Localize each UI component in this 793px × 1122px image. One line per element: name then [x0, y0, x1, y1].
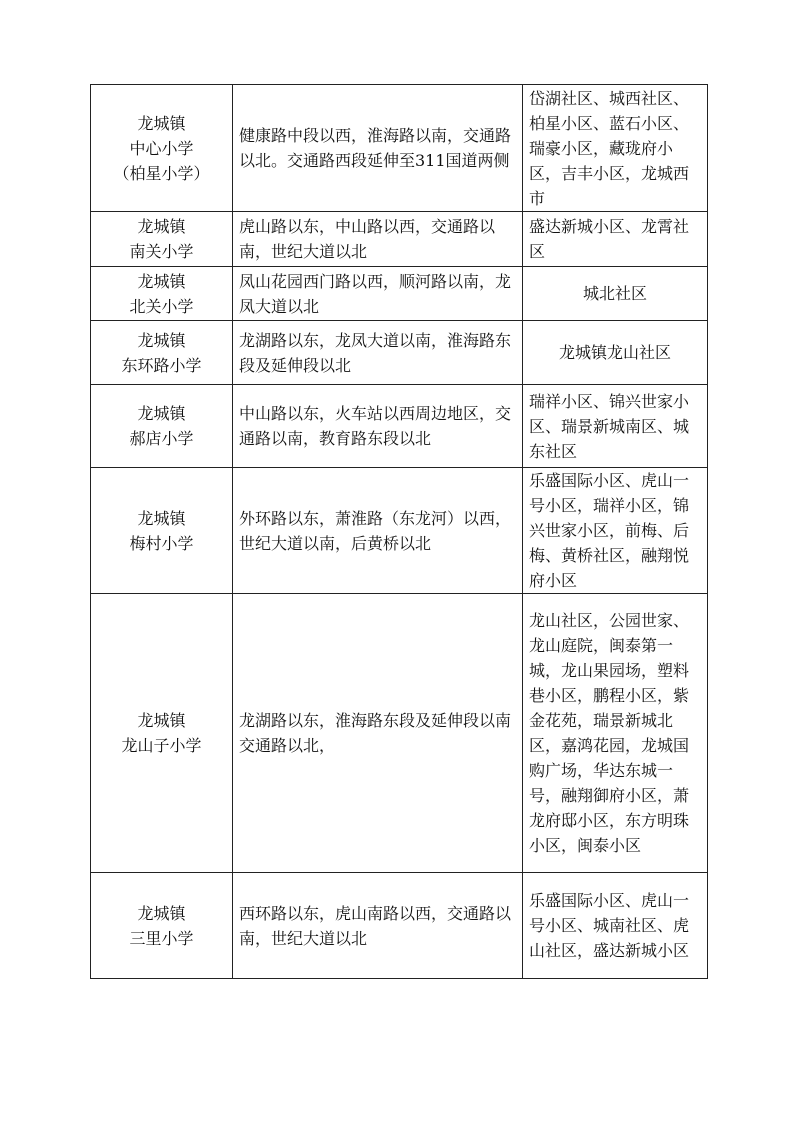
zone-area-cell: 中山路以东，火车站以西周边地区，交通路以南，教育路东段以北 — [233, 385, 523, 468]
school-name-cell — [91, 267, 233, 321]
table-row — [91, 85, 708, 212]
school-alias: （柏星小学） — [113, 163, 210, 183]
table-row — [91, 321, 708, 385]
school-town: 龙城镇 — [137, 271, 186, 291]
school-name-cell — [91, 468, 233, 594]
table-row — [91, 385, 708, 468]
table-row — [91, 873, 708, 979]
zone-area-cell: 凤山花园西门路以西，顺河路以南，龙凤大道以北 — [233, 267, 523, 321]
table-row — [91, 212, 708, 267]
table-row — [91, 594, 708, 873]
school-name: 梅村小学 — [129, 533, 194, 553]
community-cell: 龙山社区，公园世家、龙山庭院，闽泰第一城，龙山果园场，塑料巷小区，鹏程小区，紫金花苑，瑞景新城北区，嘉鸿花园，龙城国购广场，华达东城一号，融翔御府小区，萧龙府邸小区，东方明珠小区，闽泰小区 — [523, 594, 708, 873]
school-town: 龙城镇 — [137, 217, 186, 236]
school-name-cell — [91, 212, 233, 267]
table-row — [91, 267, 708, 321]
school-name: 中心小学 — [129, 138, 194, 158]
zone-area-cell: 健康路中段以西，淮海路以南，交通路以北。交通路西段延伸至311国道两侧 — [233, 85, 523, 212]
school-name: 东环路小学 — [121, 355, 202, 375]
zone-area-cell: 龙湖路以东，龙凤大道以南，淮海路东段及延伸段以北 — [233, 321, 523, 385]
school-town: 龙城镇 — [137, 330, 186, 350]
school-name-cell — [91, 873, 233, 979]
zone-area-cell: 虎山路以东，中山路以西，交通路以南，世纪大道以北 — [233, 212, 523, 267]
school-name: 北关小学 — [129, 296, 194, 316]
school-town: 龙城镇 — [137, 508, 186, 528]
school-town: 龙城镇 — [137, 711, 186, 730]
school-town: 龙城镇 — [137, 113, 186, 133]
school-name-cell — [91, 385, 233, 468]
school-name: 南关小学 — [129, 242, 194, 261]
school-name: 郝店小学 — [129, 429, 194, 448]
table-row — [91, 468, 708, 594]
school-zone-table — [90, 84, 708, 979]
school-name-cell — [91, 85, 233, 212]
school-name: 龙山子小学 — [121, 736, 202, 755]
community-cell: 瑞祥小区、锦兴世家小区、瑞景新城南区、城东社区 — [523, 385, 708, 468]
school-name-cell — [91, 321, 233, 385]
zone-area-cell: 外环路以东，萧淮路（东龙河）以西，世纪大道以南，后黄桥以北 — [233, 468, 523, 594]
school-town: 龙城镇 — [137, 404, 186, 423]
community-cell: 盛达新城小区、龙霄社区 — [523, 212, 708, 267]
community-cell: 乐盛国际小区、虎山一号小区、城南社区、虎山社区，盛达新城小区 — [523, 873, 708, 979]
community-cell: 岱湖社区、城西社区、柏星小区、蓝石小区、瑞豪小区，藏珑府小区，吉丰小区，龙城西市 — [523, 85, 708, 212]
zone-area-cell: 龙湖路以东，淮海路东段及延伸段以南交通路以北， — [233, 594, 523, 873]
school-name: 三里小学 — [129, 928, 194, 948]
community-cell: 乐盛国际小区、虎山一号小区，瑞祥小区，锦兴世家小区，前梅、后梅、黄桥社区，融翔悦府小区 — [523, 468, 708, 594]
zone-area-cell: 西环路以东，虎山南路以西，交通路以南，世纪大道以北 — [233, 873, 523, 979]
school-town: 龙城镇 — [137, 903, 186, 923]
community-cell: 龙城镇龙山社区 — [523, 321, 708, 385]
school-name-cell — [91, 594, 233, 873]
community-cell: 城北社区 — [523, 267, 708, 321]
